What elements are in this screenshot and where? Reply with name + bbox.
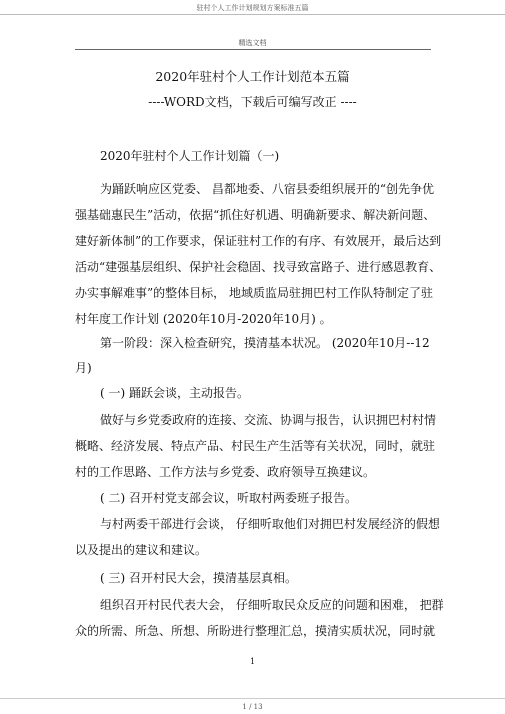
body-line: 做好与乡党委政府的连接、交流、协调与报告，认识拥巴村村情 xyxy=(100,413,437,427)
document-subtitle: ----WORD文档，下载后可编写改正 ---- xyxy=(148,95,357,109)
body-line: ( 三) 召开村民大会，摸清基层真相。 xyxy=(100,571,297,585)
body-line: 组织召开村民代表大会， 仔细听取民众反应的问题和困难， 把群 xyxy=(100,598,444,612)
body-line: ( 一) 踊跃会谈，主动报告。 xyxy=(100,386,249,400)
body-line: 活动“建强基层组织、保护社会稳固、找寻致富路子、进行感恩教育、 xyxy=(75,260,442,274)
body-line: 强基础惠民生”活动，依据“抓住好机遇、明确新要求、解决新问题、 xyxy=(75,208,436,222)
running-header: 驻村个人工作计划规划方案标准五篇 xyxy=(196,4,309,12)
body-line: 与村两委干部进行会谈， 仔细听取他们对拥巴村发展经济的假想 xyxy=(100,517,440,531)
body-line: 第一阶段：深入检查研究，摸清基本状况。 (2020年10月--12 xyxy=(100,336,430,350)
body-line: 为踊跃响应区党委、 昌都地委、八宿县委组织展开的“创先争优 xyxy=(100,182,434,196)
body-line: 村年度工作计划 (2020年10月-2020年10月) 。 xyxy=(75,312,332,326)
body-line: 众的所需、所急、所想、所盼进行整理汇总，摸清实质状况，同时就 xyxy=(75,624,436,638)
body-line: 建好新体制”的工作要求，保证驻村工作的有序、有效展开，最后达到 xyxy=(75,234,442,248)
page-counter: 1 / 13 xyxy=(242,703,263,711)
body-line: 以及提出的建议和建议。 xyxy=(75,543,208,557)
body-line: 办实事解难事”的整体目标， 地域质监局驻拥巴村工作队特制定了驻 xyxy=(75,286,433,300)
header-divider xyxy=(75,49,431,50)
body-line: 月) xyxy=(75,361,92,375)
bottom-divider xyxy=(0,698,505,699)
body-line: 概略、经济发展、特点产品、村民生产生活等有关状况，同时，就驻 xyxy=(75,439,436,453)
body-line: ( 二) 召开村党支部会议，听取村两委班子报告。 xyxy=(100,491,357,505)
document-title: 2020年驻村个人工作计划范本五篇 xyxy=(155,69,350,84)
header-label: 精选文档 xyxy=(238,39,267,47)
plan-heading: 2020年驻村个人工作计划篇（一) xyxy=(100,149,280,163)
top-divider xyxy=(0,14,505,15)
body-line: 村的工作思路、工作方法与乡党委、政府领导互换建议。 xyxy=(75,465,376,479)
page-number: 1 xyxy=(249,657,256,666)
